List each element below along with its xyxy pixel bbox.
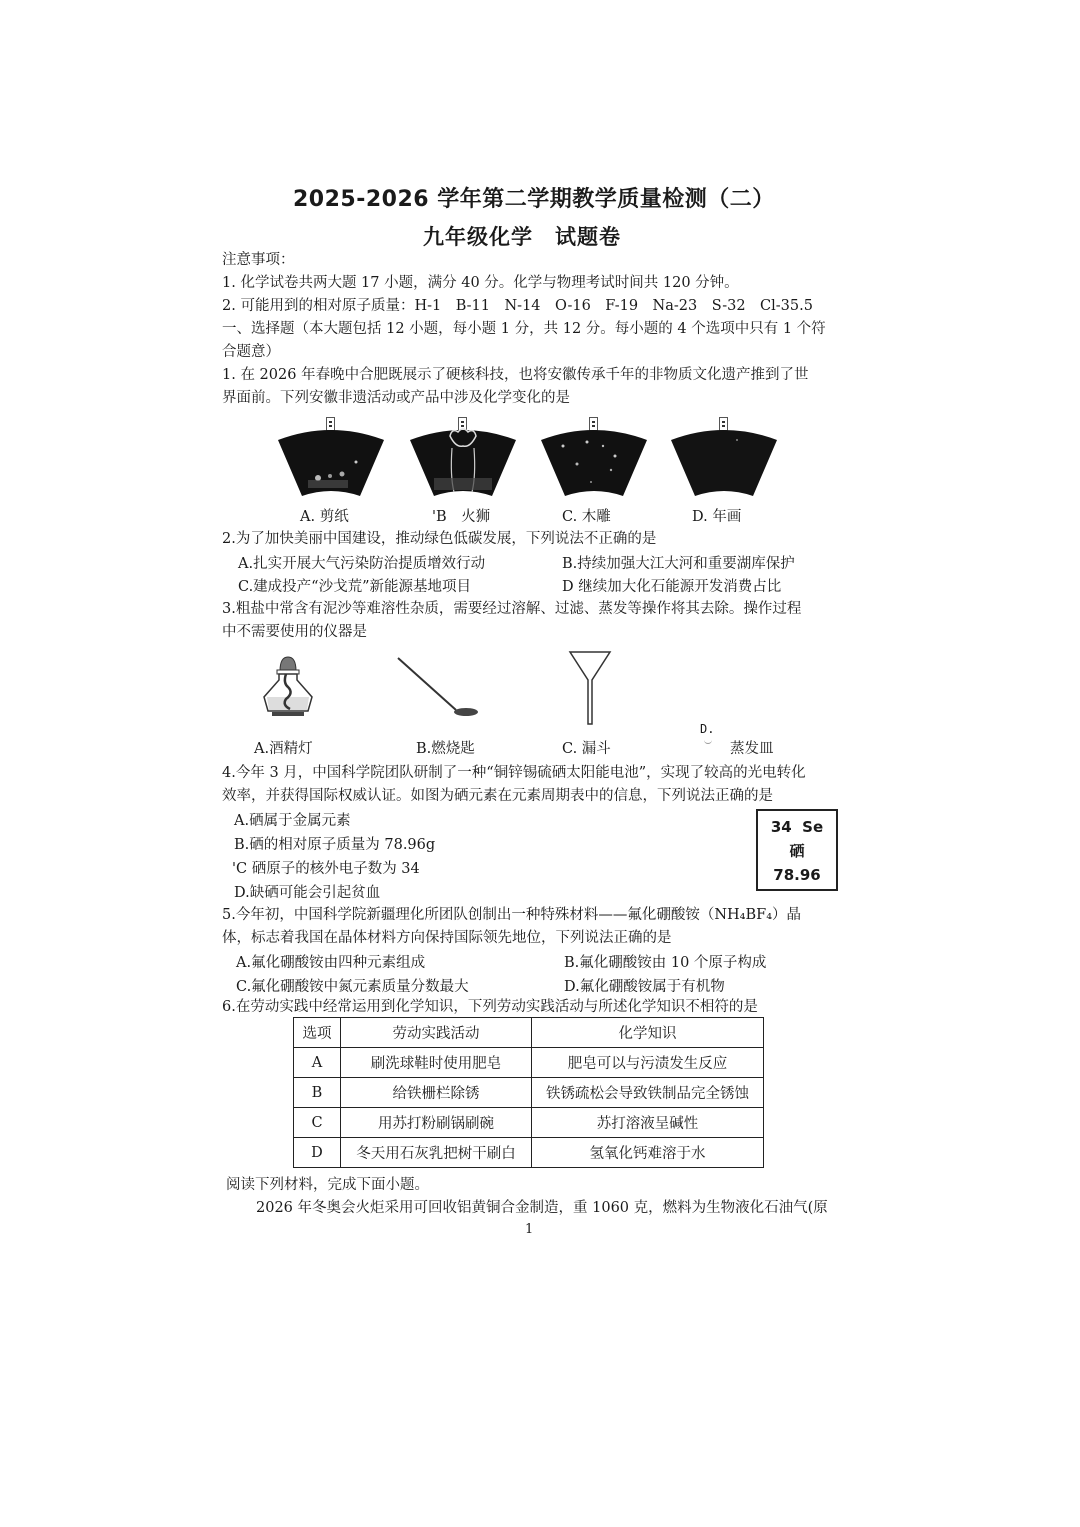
table-row bbox=[294, 1138, 764, 1168]
paper-cut-fan-image bbox=[278, 426, 384, 498]
atomic-number: 34 bbox=[770, 818, 792, 836]
q1-option-c-label: C. 木雕 bbox=[562, 509, 611, 525]
q4-stem-line2: 效率，并获得国际权威认证。如图为硒元素在元素周期表中的信息，下列说法正确的是 bbox=[222, 788, 773, 804]
labor-practice-table bbox=[293, 1017, 764, 1168]
q5-option-c: C.氟化硼酸铵中氮元素质量分数最大 bbox=[236, 979, 469, 995]
table-row bbox=[294, 1048, 764, 1078]
table-cell-option: B bbox=[294, 1078, 341, 1108]
section-heading-line1: 一、选择题（本大题包括 12 小题，每小题 1 分，共 12 分。每小题的 4 个选项中只有 1 个符 bbox=[222, 321, 826, 337]
table-cell-activity: 用苏打粉刷锅刷碗 bbox=[341, 1108, 532, 1138]
evaporating-dish-icon bbox=[704, 740, 712, 744]
q3-option-d-letter: D. bbox=[700, 722, 715, 736]
note-item-2: 2. 可能用到的相对原子质量：H-1 B-11 N-14 O-16 F-19 Na-23 S-32 Cl-35.5 bbox=[222, 298, 813, 314]
element-symbol: Se bbox=[802, 818, 824, 836]
section-heading-line2: 合题意） bbox=[222, 344, 280, 360]
q5-option-a: A.氟化硼酸铵由四种元素组成 bbox=[236, 955, 426, 971]
q3-option-a-label: A.酒精灯 bbox=[254, 741, 313, 757]
q4-option-b: B.硒的相对原子质量为 78.96g bbox=[234, 837, 436, 853]
alcohol-lamp-icon bbox=[258, 655, 318, 721]
table-cell-knowledge: 氢氧化钙难溶于水 bbox=[532, 1138, 764, 1168]
exam-subtitle: 九年级化学 试题卷 bbox=[423, 225, 621, 249]
q4-option-a: A.硒属于金属元素 bbox=[234, 813, 351, 829]
q3-option-d-label: 蒸发皿 bbox=[730, 741, 774, 757]
atomic-mass: 78.96 bbox=[773, 866, 821, 884]
q2-option-d: D 继续加大化石能源开发消费占比 bbox=[562, 579, 782, 595]
table-cell-knowledge: 肥皂可以与污渍发生反应 bbox=[532, 1048, 764, 1078]
q2-option-b: B.持续加强大江大河和重要湖库保护 bbox=[562, 556, 795, 572]
q5-stem-line2: 体，标志着我国在晶体材料方向保持国际领先地位，下列说法正确的是 bbox=[222, 930, 672, 946]
q3-option-c-label: C. 漏斗 bbox=[562, 741, 611, 757]
table-header-row bbox=[294, 1018, 764, 1048]
selenium-element-card bbox=[756, 809, 838, 891]
table-cell-option: A bbox=[294, 1048, 341, 1078]
table-cell-activity: 给铁栅栏除锈 bbox=[341, 1078, 532, 1108]
table-row bbox=[294, 1078, 764, 1108]
q5-stem-line1: 5.今年初，中国科学院新疆理化所团队创制出一种特殊材料——氟化硼酸铵（NH₄BF₄）晶 bbox=[222, 907, 802, 923]
q1-stem-line1: 1. 在 2026 年春晚中合肥既展示了硬核科技，也将安徽传承千年的非物质文化遗产推到了世 bbox=[222, 367, 809, 383]
table-header-option: 选项 bbox=[294, 1018, 341, 1048]
q1-option-b-label: 'B 火狮 bbox=[432, 509, 491, 525]
table-cell-knowledge: 苏打溶液呈碱性 bbox=[532, 1108, 764, 1138]
q2-option-a: A.扎实开展大气污染防治提质增效行动 bbox=[238, 556, 486, 572]
q2-stem: 2.为了加快美丽中国建设，推动绿色低碳发展，下列说法不正确的是 bbox=[222, 531, 657, 547]
q3-stem-line2: 中不需要使用的仪器是 bbox=[222, 624, 367, 640]
element-name: 硒 bbox=[789, 842, 805, 860]
table-cell-option: C bbox=[294, 1108, 341, 1138]
q1-option-a-label: A. 剪纸 bbox=[300, 509, 349, 525]
table-cell-knowledge: 铁锈疏松会导致铁制品完全锈蚀 bbox=[532, 1078, 764, 1108]
note-item-1: 1. 化学试卷共两大题 17 小题，满分 40 分。化学与物理考试时间共 120 分钟。 bbox=[222, 275, 739, 291]
funnel-icon bbox=[568, 650, 612, 726]
notes-heading: 注意事项： bbox=[222, 252, 295, 268]
wood-carving-fan-image bbox=[541, 426, 647, 498]
fire-lion-fan-image bbox=[410, 426, 516, 498]
q6-stem: 6.在劳动实践中经常运用到化学知识，下列劳动实践活动与所述化学知识不相符的是 bbox=[222, 999, 758, 1015]
q4-stem-line1: 4.今年 3 月，中国科学院团队研制了一种“铜锌锡硫硒太阳能电池”，实现了较高的光电转化 bbox=[222, 765, 806, 781]
table-header-activity: 劳动实践活动 bbox=[341, 1018, 532, 1048]
table-cell-activity: 冬天用石灰乳把树干刷白 bbox=[341, 1138, 532, 1168]
new-year-painting-fan-image bbox=[671, 426, 777, 498]
q4-option-c: 'C 硒原子的核外电子数为 34 bbox=[232, 861, 420, 877]
table-header-knowledge: 化学知识 bbox=[532, 1018, 764, 1048]
table-cell-activity: 刷洗球鞋时使用肥皂 bbox=[341, 1048, 532, 1078]
reading-passage-line1: 2026 年冬奥会火炬采用可回收铝黄铜合金制造，重 1060 克，燃料为生物液化石油气(原 bbox=[256, 1200, 828, 1216]
exam-title: 2025-2026 学年第二学期教学质量检测（二） bbox=[293, 187, 775, 212]
q1-stem-line2: 界面前。下列安徽非遗活动或产品中涉及化学变化的是 bbox=[222, 390, 570, 406]
q4-option-d: D.缺硒可能会引起贫血 bbox=[234, 885, 381, 901]
q5-option-b: B.氟化硼酸铵由 10 个原子构成 bbox=[564, 955, 767, 971]
q2-option-c: C.建成投产“沙戈荒”新能源基地项目 bbox=[238, 579, 472, 595]
q3-option-b-label: B.燃烧匙 bbox=[416, 741, 475, 757]
table-row bbox=[294, 1108, 764, 1138]
q3-stem-line1: 3.粗盐中常含有泥沙等难溶性杂质，需要经过溶解、过滤、蒸发等操作将其去除。操作过程 bbox=[222, 601, 802, 617]
table-cell-option: D bbox=[294, 1138, 341, 1168]
combustion-spoon-icon bbox=[394, 655, 484, 721]
reading-intro: 阅读下列材料，完成下面小题。 bbox=[226, 1177, 429, 1193]
q5-option-d: D.氟化硼酸铵属于有机物 bbox=[564, 979, 725, 995]
page-number: 1 bbox=[525, 1222, 534, 1237]
q1-option-d-label: D. 年画 bbox=[692, 509, 742, 525]
